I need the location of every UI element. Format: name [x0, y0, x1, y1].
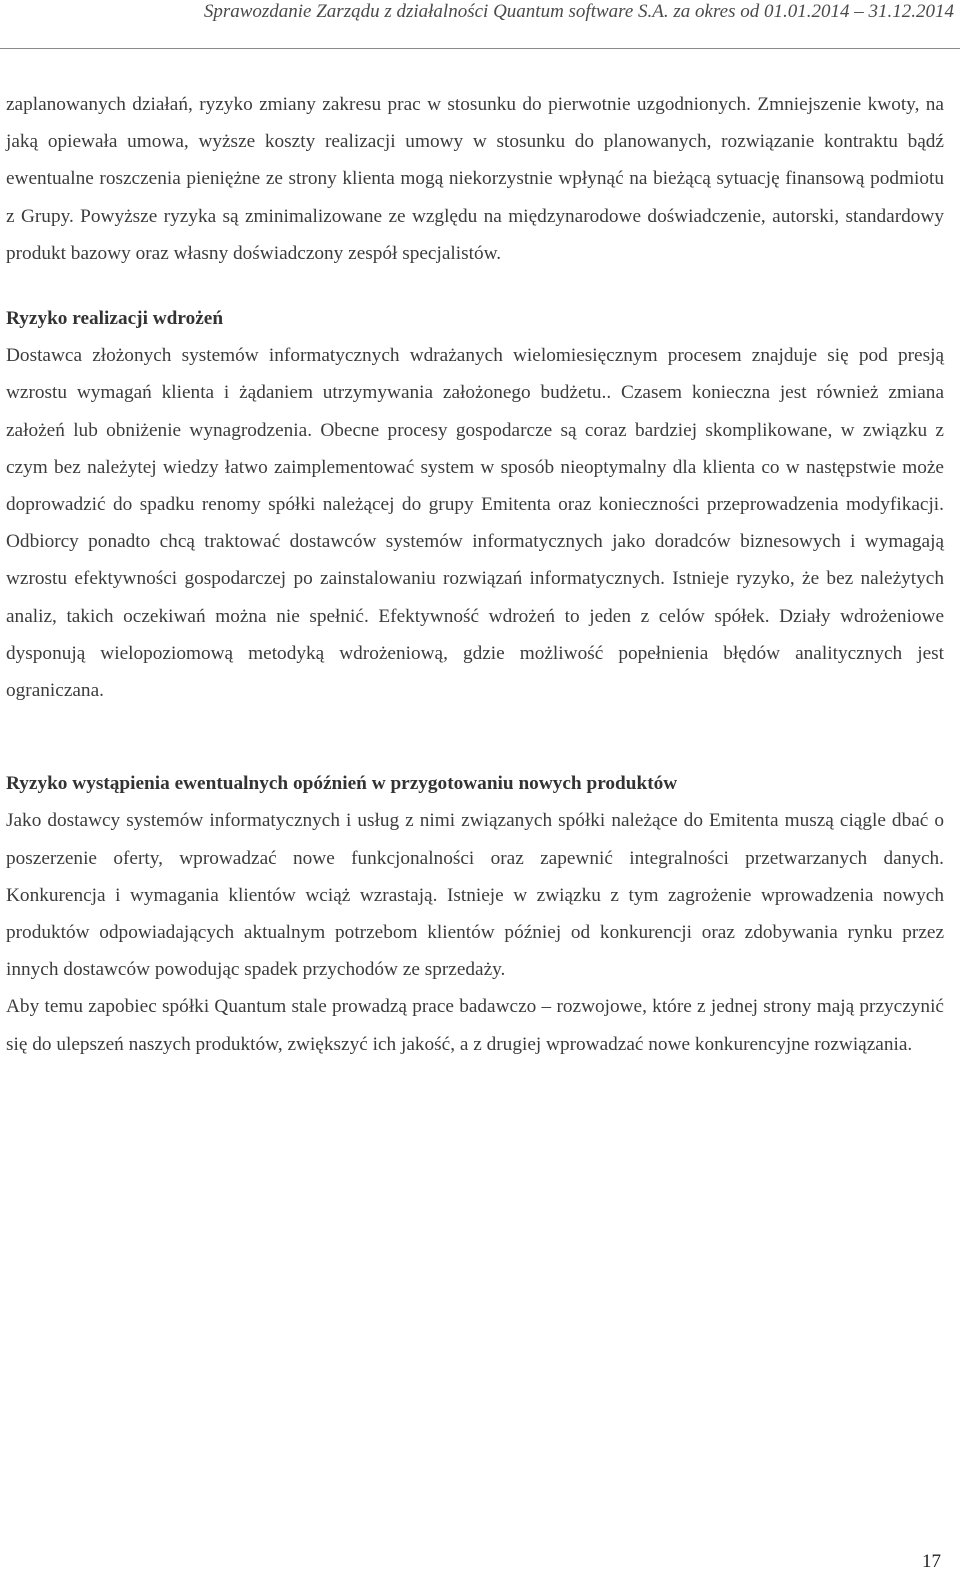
section-heading-product-delay-risk: Ryzyko wystąpienia ewentualnych opóźnień w przygotowaniu nowych produktów — [6, 773, 678, 795]
paragraph-product-delay-risk: Jako dostawcy systemów informatycznych i usług z nimi związanych spółki należące do Emitenta muszą ciągle dbać o poszerzenie oferty, wprowadzać nowe funkcjonalności oraz zapewnić integralności przetwarzanych danych. Konkurencja i wymagania klientów wciąż wzrastają. Istnieje w związku z tym zagrożenie wprowadzenia nowych produktów odpowiadających aktualnym potrzebom klientów później od konkurencji oraz zdobywania rynku przez innych dostawców powodując spadek przychodów ze sprzedaży. — [6, 810, 944, 981]
paragraph-implementation-risk: Dostawca złożonych systemów informatycznych wdrażanych wielomiesięcznym procesem znajduje się pod presją wzrostu wymagań klienta i żądaniem utrzymywania założonego budżetu.. Czasem konieczna jest również zmiana założeń lub obniżenie wynagrodzenia. Obecne procesy gospodarcze są coraz bardziej skomplikowane, w związku z czym bez należytej wiedzy łatwo zaimplementować system w sposób nieoptymalny dla klienta co w następstwie może doprowadzić do spadku renomy spółki należącej do grupy Emitenta oraz konieczności przeprowadzenia modyfikacji. Odbiorcy ponadto chcą traktować dostawców systemów informatycznych jako doradców biznesowych i wymagają wzrostu efektywności gospodarczej po zainstalowaniu rozwiązań informatycznych. Istnieje ryzyko, że bez należytych analiz, takich oczekiwań można nie spełnić. Efektywność wdrożeń to jeden z celów spółek. Działy wdrożeniowe dysponują wielopoziomową metodyką wdrożeniową, gdzie możliwość popełnienia błędów analitycznych jest ograniczana. — [6, 345, 944, 702]
page-header — [0, 0, 960, 49]
paragraph-contract-risk: zaplanowanych działań, ryzyko zmiany zakresu prac w stosunku do pierwotnie uzgodnionych. Zmniejszenie kwoty, na jaką opiewała umowa, wyższe koszty realizacji umowy w stosunku do planowanych, rozwiązanie kontraktu bądź ewentualne roszczenia pieniężne ze strony klienta mogą niekorzystnie wpłynąć na bieżącą sytuację finansową podmiotu z Grupy. Powyższe ryzyka są zminimalizowane ze względu na międzynarodowe doświadczenie, autorski, standardowy produkt bazowy oraz własny doświadczony zespół specjalistów. — [6, 94, 944, 264]
paragraph-research-development: Aby temu zapobiec spółki Quantum stale prowadzą prace badawczo – rozwojowe, które z jednej strony mają przyczynić się do ulepszeń naszych produktów, zwiększyć ich jakość, a z drugiej wprowadzać nowe konkurencyjne rozwiązania. — [6, 996, 944, 1055]
section-heading-implementation-risk: Ryzyko realizacji wdrożeń — [6, 308, 224, 330]
page-number: 17 — [922, 1551, 941, 1572]
document-body — [6, 86, 944, 1063]
header-title: Sprawozdanie Zarządu z działalności Quantum software S.A. za okres od 01.01.2014 – 31.12.2014 — [203, 1, 954, 22]
